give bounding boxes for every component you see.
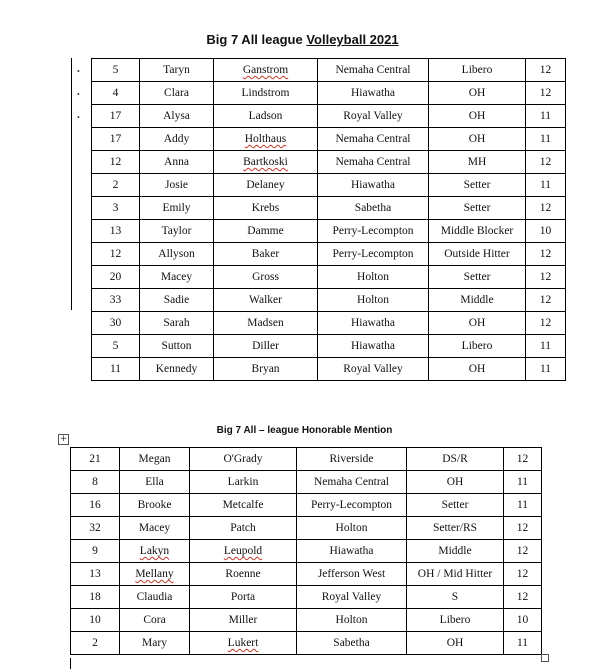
table-row [71,471,542,494]
position-cell[interactable]: Setter/RS [407,517,504,540]
table-row [71,448,542,471]
position-cell[interactable]: Setter [429,174,526,197]
school-cell[interactable]: Hiawatha [318,312,429,335]
grade-cell[interactable]: 12 [504,586,542,609]
move-arrows-icon[interactable]: + [59,434,68,444]
school-cell[interactable]: Holton [318,289,429,312]
last-name-cell[interactable]: Patch [190,517,297,540]
last-name-cell[interactable]: Ganstrom [214,59,318,82]
table-row [92,266,566,289]
position-cell[interactable]: DS/R [407,448,504,471]
number-cell[interactable]: 5 [92,59,140,82]
last-name-cell[interactable]: Lindstrom [214,82,318,105]
number-cell[interactable]: 17 [92,105,140,128]
number-cell[interactable]: 5 [92,335,140,358]
position-cell[interactable]: OH [407,632,504,655]
grade-cell[interactable]: 11 [504,494,542,517]
grade-cell[interactable]: 11 [526,105,566,128]
first-name-cell[interactable]: Ella [120,471,190,494]
first-name-cell[interactable]: Clara [140,82,214,105]
position-cell[interactable]: S [407,586,504,609]
number-cell[interactable]: 18 [71,586,120,609]
honorable-mention-table [70,447,542,655]
last-name-cell[interactable]: Walker [214,289,318,312]
school-cell[interactable]: Hiawatha [297,540,407,563]
grade-cell[interactable]: 12 [526,59,566,82]
school-cell[interactable]: Hiawatha [318,82,429,105]
resize-square-icon[interactable] [541,654,549,662]
school-cell[interactable]: Hiawatha [318,174,429,197]
last-name-cell[interactable]: Larkin [190,471,297,494]
table-row [71,609,542,632]
position-cell[interactable]: Setter [407,494,504,517]
last-name-cell[interactable]: Miller [190,609,297,632]
table-row [71,586,542,609]
position-cell[interactable]: Middle Blocker [429,220,526,243]
table-row [92,59,566,82]
grade-cell[interactable]: 10 [504,609,542,632]
last-name-cell[interactable]: Leupold [190,540,297,563]
first-name-cell[interactable]: Taylor [140,220,214,243]
first-name-cell[interactable]: Cora [120,609,190,632]
position-cell[interactable]: Libero [429,335,526,358]
table-row [92,151,566,174]
first-name-cell[interactable]: Emily [140,197,214,220]
first-name-cell[interactable]: Sadie [140,289,214,312]
first-name-cell[interactable]: Anna [140,151,214,174]
grade-cell[interactable]: 12 [526,243,566,266]
number-cell[interactable]: 2 [92,174,140,197]
grade-cell[interactable]: 12 [504,517,542,540]
title-prefix: Big 7 All league [206,32,307,47]
table-row [92,358,566,381]
grade-cell[interactable]: 12 [526,151,566,174]
school-cell[interactable]: Hiawatha [318,335,429,358]
grade-cell[interactable]: 12 [526,312,566,335]
last-name-cell[interactable]: Damme [214,220,318,243]
position-cell[interactable]: OH [429,312,526,335]
table-row [92,105,566,128]
school-cell[interactable]: Nemaha Central [297,471,407,494]
first-name-cell[interactable]: Addy [140,128,214,151]
table-row [71,494,542,517]
first-name-cell[interactable]: Brooke [120,494,190,517]
position-cell[interactable]: Middle [429,289,526,312]
table-row [92,335,566,358]
grade-cell[interactable]: 12 [526,197,566,220]
last-name-cell[interactable]: Gross [214,266,318,289]
number-cell[interactable]: 3 [92,197,140,220]
school-cell[interactable]: Holton [297,517,407,540]
grade-cell[interactable]: 12 [504,448,542,471]
number-cell[interactable]: 2 [71,632,120,655]
first-name-cell[interactable]: Claudia [120,586,190,609]
table-row [71,632,542,655]
grade-cell[interactable]: 11 [526,358,566,381]
margin-line [71,58,72,310]
last-name-cell[interactable]: Metcalfe [190,494,297,517]
grade-cell[interactable]: 12 [504,563,542,586]
number-cell[interactable]: 4 [92,82,140,105]
table-row [92,243,566,266]
school-cell[interactable]: Nemaha Central [318,128,429,151]
table-row [92,82,566,105]
position-cell[interactable]: OH [429,105,526,128]
school-cell[interactable]: Nemaha Central [318,151,429,174]
school-cell[interactable]: Nemaha Central [318,59,429,82]
last-name-cell[interactable]: Lukert [190,632,297,655]
school-cell[interactable]: Royal Valley [318,105,429,128]
grade-cell[interactable]: 11 [526,128,566,151]
position-cell[interactable]: OH [429,358,526,381]
grade-cell[interactable]: 12 [504,540,542,563]
school-cell[interactable]: Sabetha [318,197,429,220]
table-row [92,128,566,151]
last-name-cell[interactable]: Holthaus [214,128,318,151]
first-name-cell[interactable]: Josie [140,174,214,197]
school-cell[interactable]: Perry-Lecompton [318,243,429,266]
position-cell[interactable]: OH / Mid Hitter [407,563,504,586]
number-cell[interactable]: 30 [92,312,140,335]
school-cell[interactable]: Riverside [297,448,407,471]
position-cell[interactable]: Libero [429,59,526,82]
position-cell[interactable]: MH [429,151,526,174]
table-row [92,289,566,312]
bullet-marker: • [77,113,80,122]
number-cell[interactable]: 12 [92,243,140,266]
grade-cell[interactable]: 11 [504,471,542,494]
bullet-marker: • [77,90,80,99]
honorable-mention-title: Big 7 All – league Honorable Mention [216,425,393,436]
number-cell[interactable]: 13 [92,220,140,243]
grade-cell[interactable]: 11 [526,335,566,358]
number-cell[interactable]: 10 [71,609,120,632]
school-cell[interactable]: Holton [318,266,429,289]
first-name-cell[interactable]: Sutton [140,335,214,358]
bullet-marker: • [77,67,80,76]
last-name-cell[interactable]: Diller [214,335,318,358]
last-name-cell[interactable]: O'Grady [190,448,297,471]
last-name-cell[interactable]: Baker [214,243,318,266]
position-cell[interactable]: Outside Hitter [429,243,526,266]
first-name-cell[interactable]: Alysa [140,105,214,128]
first-name-cell[interactable]: Lakyn [120,540,190,563]
table-row [71,540,542,563]
last-name-cell[interactable]: Krebs [214,197,318,220]
position-cell[interactable]: OH [429,128,526,151]
first-name-cell[interactable]: Taryn [140,59,214,82]
first-name-cell[interactable]: Sarah [140,312,214,335]
title-underlined: Volleyball 2021 [306,32,399,47]
grade-cell[interactable]: 11 [526,174,566,197]
number-cell[interactable]: 21 [71,448,120,471]
first-name-cell[interactable]: Kennedy [140,358,214,381]
first-name-cell[interactable]: Macey [120,517,190,540]
number-cell[interactable]: 33 [92,289,140,312]
table-row [92,312,566,335]
last-name-cell[interactable]: Bartkoski [214,151,318,174]
last-name-cell[interactable]: Delaney [214,174,318,197]
number-cell[interactable]: 12 [92,151,140,174]
table-row [71,517,542,540]
last-name-cell[interactable]: Ladson [214,105,318,128]
last-name-cell[interactable]: Bryan [214,358,318,381]
position-cell[interactable]: Setter [429,266,526,289]
school-cell[interactable]: Sabetha [297,632,407,655]
school-cell[interactable]: Perry-Lecompton [318,220,429,243]
number-cell[interactable]: 17 [92,128,140,151]
margin-line [70,658,71,669]
table-row [71,563,542,586]
number-cell[interactable]: 13 [71,563,120,586]
first-name-cell[interactable]: Allyson [140,243,214,266]
number-cell[interactable]: 9 [71,540,120,563]
table-row [92,197,566,220]
grade-cell[interactable]: 11 [504,632,542,655]
number-cell[interactable]: 32 [71,517,120,540]
first-name-cell[interactable]: Megan [120,448,190,471]
first-name-cell[interactable]: Mary [120,632,190,655]
first-name-cell[interactable]: Macey [140,266,214,289]
school-cell[interactable]: Royal Valley [297,586,407,609]
number-cell[interactable]: 20 [92,266,140,289]
table-row [92,220,566,243]
position-cell[interactable]: OH [407,471,504,494]
number-cell[interactable]: 11 [92,358,140,381]
last-name-cell[interactable]: Roenne [190,563,297,586]
all-league-table [91,58,566,381]
last-name-cell[interactable]: Madsen [214,312,318,335]
position-cell[interactable]: Middle [407,540,504,563]
school-cell[interactable]: Jefferson West [297,563,407,586]
grade-cell[interactable]: 12 [526,289,566,312]
school-cell[interactable]: Perry-Lecompton [297,494,407,517]
table-row [92,174,566,197]
grade-cell[interactable]: 10 [526,220,566,243]
position-cell[interactable]: Setter [429,197,526,220]
school-cell[interactable]: Royal Valley [318,358,429,381]
number-cell[interactable]: 8 [71,471,120,494]
school-cell[interactable]: Holton [297,609,407,632]
position-cell[interactable]: Libero [407,609,504,632]
document-title [0,32,605,47]
last-name-cell[interactable]: Porta [190,586,297,609]
first-name-cell[interactable]: Mellany [120,563,190,586]
grade-cell[interactable]: 12 [526,266,566,289]
position-cell[interactable]: OH [429,82,526,105]
grade-cell[interactable]: 12 [526,82,566,105]
number-cell[interactable]: 16 [71,494,120,517]
